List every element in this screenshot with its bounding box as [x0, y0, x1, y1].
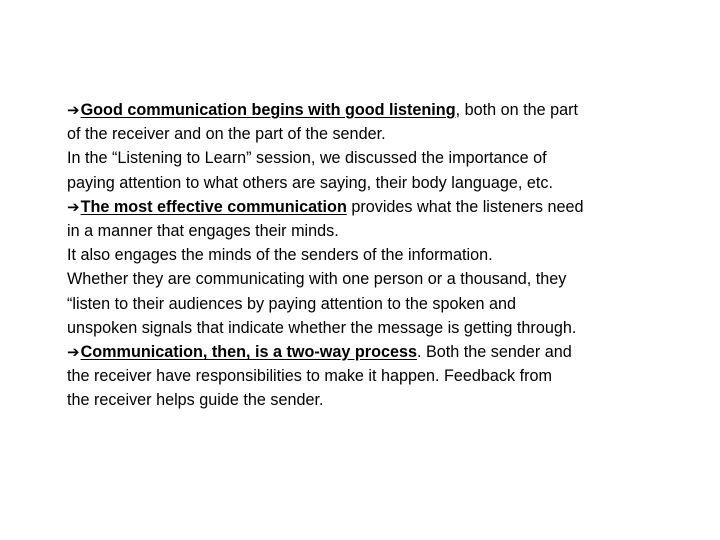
- paragraph-3-lead: Communication, then, is a two-way process: [80, 343, 417, 362]
- paragraph-2-line-4: Whether they are communicating with one person or a thousand, they: [67, 270, 567, 289]
- paragraph-1-line-1: [67, 98, 657, 122]
- paragraph-2-text: provides what the listeners need: [346, 197, 584, 216]
- paragraph-1-lead: Good communication begins with good listening: [80, 101, 456, 119]
- paragraph-3-text: . Both the sender and: [416, 343, 572, 362]
- paragraph-2-lead: The most effective communication: [80, 197, 347, 216]
- paragraph-2-line-6: unspoken signals that indicate whether the message is getting through.: [67, 318, 577, 337]
- paragraph-2-line-1: [67, 195, 657, 219]
- paragraph-1-line-3: In the “Listening to Learn” session, we discussed the importance of: [67, 149, 547, 168]
- paragraph-2-line-2: in a manner that engages their minds.: [67, 222, 339, 241]
- paragraph-1-text: , both on the part: [455, 101, 578, 119]
- slide-body-text: [67, 98, 657, 413]
- paragraph-3-line-1: [67, 340, 657, 364]
- paragraph-2-line-3: It also engages the minds of the senders of the information.: [67, 246, 493, 265]
- arrow-bullet-icon: ➔: [67, 101, 80, 119]
- paragraph-3-line-3: the receiver helps guide the sender.: [67, 391, 324, 410]
- paragraph-3-line-2: the receiver have responsibilities to make it happen. Feedback from: [67, 367, 552, 386]
- arrow-bullet-icon: ➔: [67, 197, 80, 216]
- paragraph-1-line-2: of the receiver and on the part of the sender.: [67, 125, 386, 144]
- arrow-bullet-icon: ➔: [67, 343, 80, 362]
- paragraph-2-line-5: “listen to their audiences by paying attention to the spoken and: [67, 294, 517, 313]
- paragraph-1-line-4: paying attention to what others are saying, their body language, etc.: [67, 173, 553, 192]
